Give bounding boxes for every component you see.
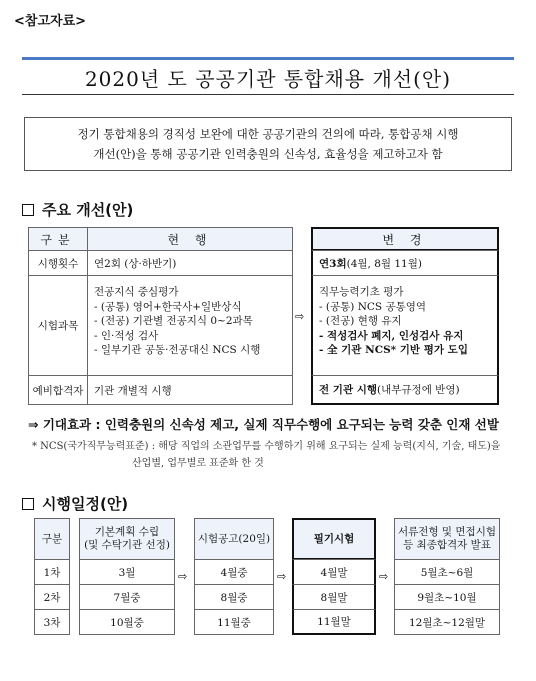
note-line-2: 산업별, 업무별로 표준화 한 것 (132, 458, 264, 469)
row-label-reserve: 예비합격자 (28, 375, 88, 405)
current-frequency: 연2회 (상·하반기) (87, 250, 293, 276)
schedule-plan: 3월 (79, 559, 175, 585)
schedule-final: 12월초~12월말 (394, 609, 500, 635)
intro-line-1: 정기 통합채용의 경직성 보완에 대한 공공기관의 건의에 따라, 통합공채 시행 (77, 127, 459, 141)
change-subjects (311, 275, 499, 376)
schedule-round: 1차 (34, 559, 70, 585)
arrow-right-icon: ⇨ (295, 310, 305, 323)
col-header-current: 현 행 (87, 227, 293, 251)
col-header-change: 변 경 (311, 227, 499, 251)
schedule-exam: 4월말 (292, 559, 376, 585)
schedule-header-category: 구분 (34, 518, 70, 560)
schedule-header-final-line1: 서류전형 및 면접시험 (398, 526, 496, 538)
arrow-right-icon: ⇨ (379, 570, 389, 583)
schedule-plan: 10월중 (79, 609, 175, 635)
schedule-notice: 4월중 (194, 559, 274, 585)
schedule-exam: 11월말 (292, 609, 376, 635)
change-subjects-bold-line: - 적성검사 폐지, 인성검사 유지 (319, 329, 464, 342)
change-frequency-bold: 연3회 (319, 257, 347, 270)
current-subjects-line: - (전공) 기관별 전공지식 0~2과목 (94, 315, 253, 327)
change-reserve (311, 375, 499, 405)
section-title: 시행일정(안) (42, 495, 129, 513)
change-subjects-line: - (공통) NCS 공통영역 (319, 300, 427, 313)
schedule-header-final (394, 518, 500, 560)
schedule-notice: 8월중 (194, 584, 274, 610)
section-heading-improvements (22, 199, 133, 220)
row-label-frequency: 시행횟수 (28, 250, 88, 276)
current-reserve: 기관 개별적 시행 (87, 375, 293, 405)
note-line-1: * NCS(국가직무능력표준) : 해당 직업의 소관업무를 수행하기 위해 요구되는 실제 능력(지식, 기술, 태도)을 (32, 441, 501, 452)
schedule-header-plan-line2: (및 수탁기관 선정) (84, 539, 170, 551)
checkbox-square-icon (22, 498, 34, 510)
reference-label: <참고자료> (14, 14, 87, 29)
ncs-footnote (32, 438, 502, 472)
current-subjects (87, 275, 293, 376)
page-title: 2020년 도 공공기관 통합채용 개선(안) (22, 57, 514, 95)
section-title: 주요 개선(안) (42, 201, 134, 219)
change-frequency (311, 250, 499, 276)
expected-effect: ⇒ 기대효과 : 인력충원의 신속성 제고, 실제 직무수행에 요구되는 능력 갖춘 인재 선발 (28, 417, 499, 432)
schedule-header-plan-line1: 기본계획 수립 (94, 526, 160, 538)
schedule-round: 2차 (34, 584, 70, 610)
schedule-header-notice: 시험공고(20일) (194, 518, 274, 560)
arrow-right-icon: ⇨ (178, 570, 188, 583)
change-reserve-bold: 전 기관 시행 (319, 384, 378, 396)
schedule-header-plan (79, 518, 175, 560)
change-subjects-bold-line: - 全 기관 NCS* 기반 평가 도입 (319, 344, 468, 356)
intro-box (24, 117, 512, 171)
change-subjects-line: 직무능력기초 평가 (319, 286, 404, 298)
checkbox-square-icon (22, 204, 34, 216)
schedule-header-final-line2: 등 최종합격자 발표 (403, 539, 491, 551)
current-subjects-line: 전공지식 중심평가 (94, 286, 179, 298)
schedule-header-exam: 필기시험 (292, 518, 376, 560)
schedule-round: 3차 (34, 609, 70, 635)
schedule-plan: 7월중 (79, 584, 175, 610)
schedule-notice: 11월중 (194, 609, 274, 635)
section-heading-schedule (22, 493, 128, 514)
arrow-right-icon: ⇨ (277, 570, 287, 583)
row-label-subjects: 시험과목 (28, 275, 88, 376)
current-subjects-line: - 일부기관 공동·전공대신 NCS 시행 (94, 344, 261, 356)
change-subjects-line: - (전공) 현행 유지 (319, 315, 402, 327)
change-frequency-rest: (4월, 8월 11월) (346, 257, 422, 270)
current-subjects-line: - 인·적성 검사 (94, 329, 159, 342)
intro-line-2: 개선(안)을 통해 공공기관 인력충원의 신속성, 효율성을 제고하고자 함 (93, 147, 443, 161)
change-reserve-rest: (내부규정에 반영) (377, 384, 460, 396)
current-subjects-line: - (공통) 영어+한국사+일반상식 (94, 300, 242, 313)
schedule-exam: 8월말 (292, 584, 376, 610)
schedule-final: 5월초~6월 (394, 559, 500, 585)
col-header-category: 구분 (28, 227, 88, 251)
schedule-final: 9월초~10월 (394, 584, 500, 610)
